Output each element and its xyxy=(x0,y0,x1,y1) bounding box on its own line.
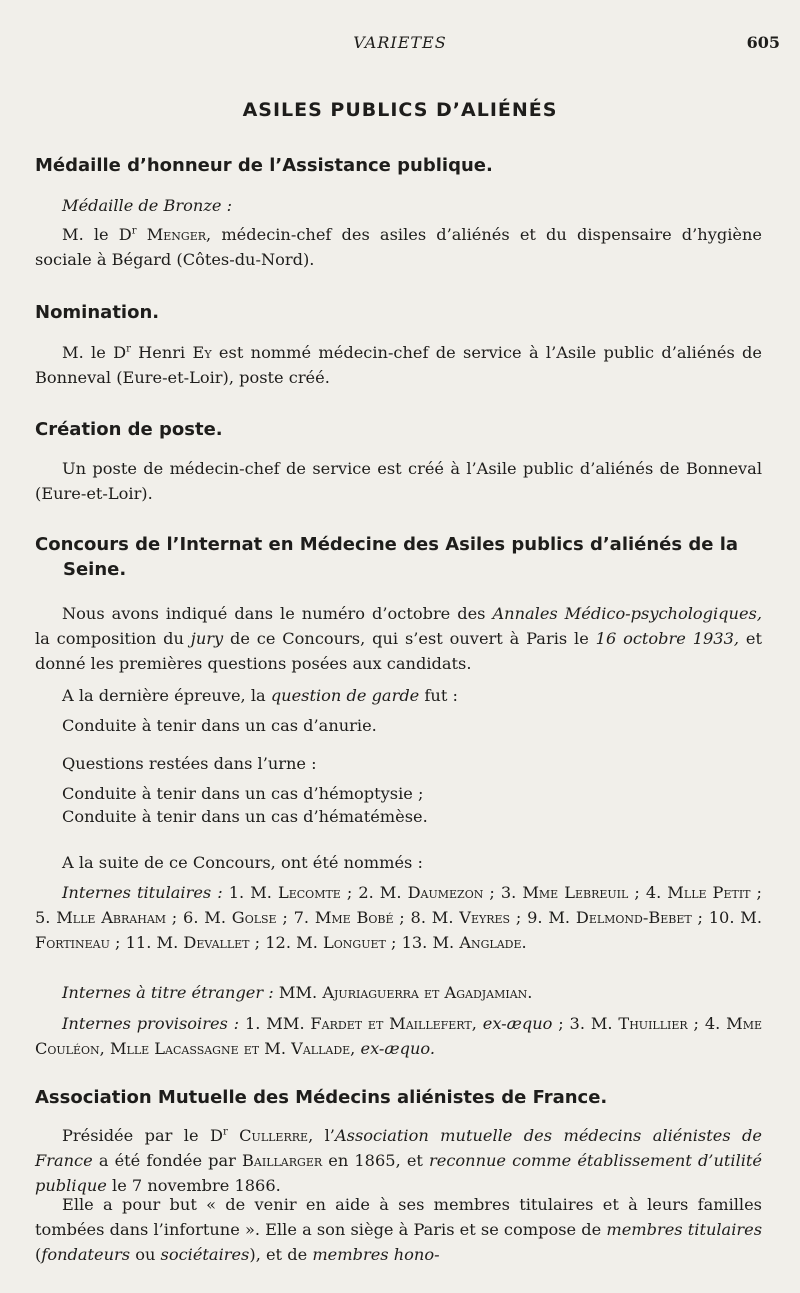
paragraph-annales: Nous avons indiqué dans le numéro d’octobre des Annales Médico-psychologiques, la composition du jury de ce Concours, qui s’est ouvert à Paris le 16 octobre 1933, et donné les premières questions posées aux candidats. xyxy=(35,604,763,673)
section-heading-association: Association Mutuelle des Médecins aliénistes de France. xyxy=(35,1087,608,1108)
question-anurie: Conduite à tenir dans un cas d’anurie. xyxy=(62,716,377,735)
section-heading-creation: Création de poste. xyxy=(35,419,223,440)
paragraph-questions-urne: Questions restées dans l’urne : xyxy=(62,754,317,773)
paragraph-nommes: A la suite de ce Concours, ont été nommés : xyxy=(62,853,423,872)
paragraph-menger: M. le $D^r$ Menger, médecin-chef des asiles d’aliénés et du dispensaire d’hygiène sociale à Bégard (Côtes-du-Nord). xyxy=(35,225,762,269)
page-number: 605 xyxy=(746,33,780,52)
question-hemoptysie: Conduite à tenir dans un cas d’hémoptysie ; xyxy=(62,784,424,803)
running-header xyxy=(0,33,800,55)
section-heading-nomination: Nomination. xyxy=(35,302,160,323)
section-heading-concours: Concours de l’Internat en Médecine des Asiles publics d’aliénés de la Seine. xyxy=(35,534,739,580)
award-label: Médaille de Bronze : xyxy=(62,196,233,215)
list-internes-etranger: Internes à titre étranger : MM. Ajuriaguerra et Agadjamian. xyxy=(62,983,533,1002)
paragraph-derniere-epreuve: A la dernière épreuve, la question de garde fut : xyxy=(62,686,458,705)
list-internes-titulaires: Internes titulaires : 1. M. Lecomte ; 2. M. Daumezon ; 3. Mme Lebreuil ; 4. Mlle Petit ; 5. Mlle Abraham ; 6. M. Golse ; 7. Mme Bobé ; 8. M. Veyres ; 9. M. Delmond-Bebet ; 10. M. Fortineau ; 11. M. Devallet ; 12. M. Longuet ; 13. M. Anglade. xyxy=(35,883,762,952)
page-title: ASILES PUBLICS D’ALIÉNÉS xyxy=(242,99,558,121)
question-hematemese: Conduite à tenir dans un cas d’hématémèse. xyxy=(62,807,428,826)
section-heading-medaille: Médaille d’honneur de l’Assistance publique. xyxy=(35,155,493,176)
running-title: VARIETES xyxy=(353,33,447,52)
list-internes-provisoires: Internes provisoires : 1. MM. Fardet et Maillefert, ex-æquo ; 3. M. Thuillier ; 4. Mme Couléon, Mlle Lacassagne et M. Vallade, ex-æquo. xyxy=(35,1014,762,1058)
paragraph-creation: Un poste de médecin-chef de service est créé à l’Asile public d’aliénés de Bonneval (Eure-et-Loir). xyxy=(35,459,762,503)
paragraph-association: Présidée par le $D^r$ Cullerre, l’Association mutuelle des médecins aliénistes de France a été fondée par Baillarger en 1865, et reconnue comme établissement d’utilité publique le 7 novembre 1866. xyxy=(35,1126,763,1195)
paragraph-but: Elle a pour but « de venir en aide à ses membres titulaires et à leurs familles tombées dans l’infortune ». Elle a son siège à Paris et se compose de membres titulaires (fondateurs ou sociétaires), et de membres hono- xyxy=(35,1195,763,1264)
paragraph-ey: M. le $D^r$ Henri Ey est nommé médecin-chef de service à l’Asile public d’aliénés de Bonneval (Eure-et-Loir), poste créé. xyxy=(35,343,763,387)
